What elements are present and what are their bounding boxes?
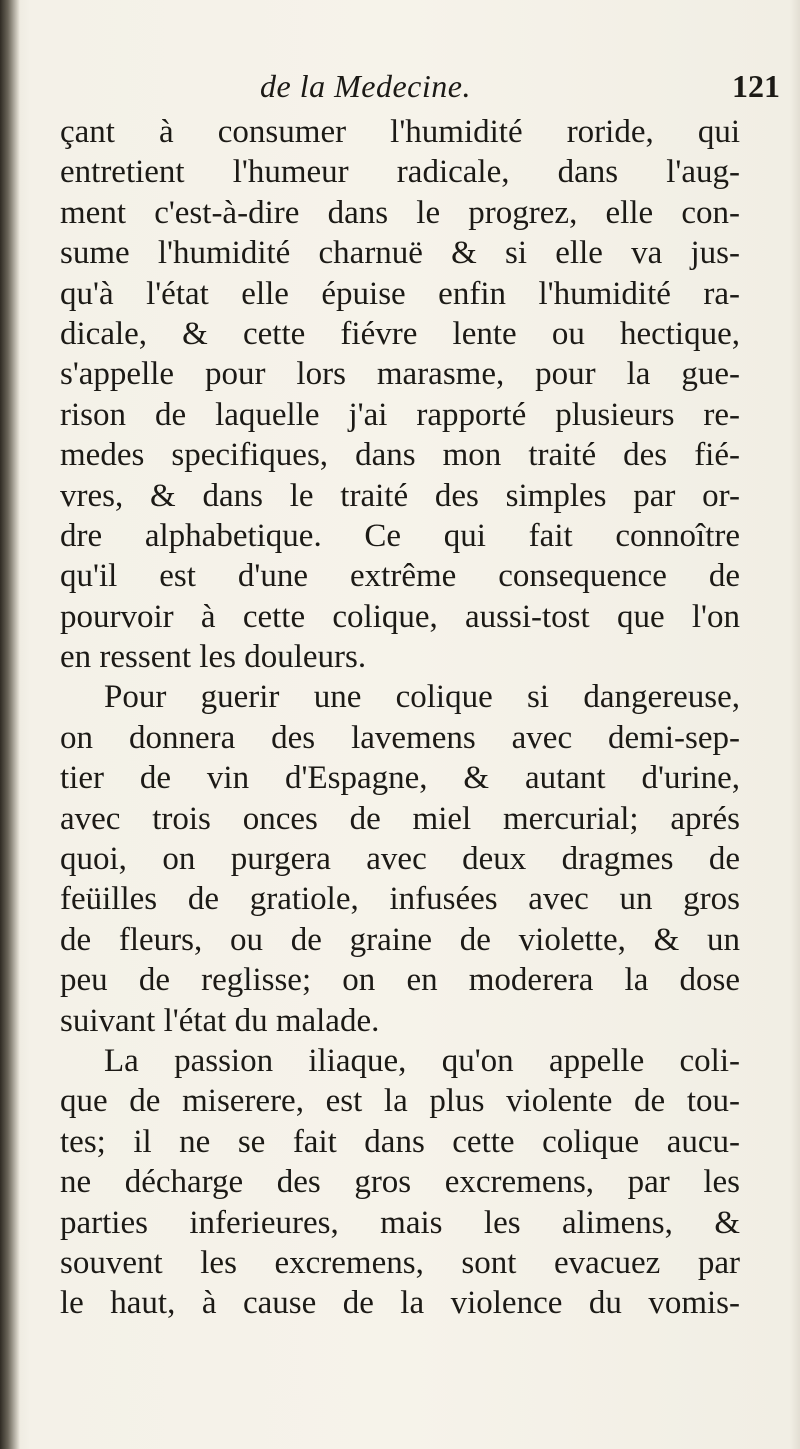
text-line: pourvoir à cette colique, aussi-tost que l'on [60, 598, 740, 635]
binding-gutter [0, 0, 20, 1449]
text-line: parties inferieures, mais les alimens, & [60, 1204, 740, 1241]
text-line: suivant l'état du malade. [60, 1002, 380, 1039]
body-text [60, 112, 740, 1324]
text-line: peu de reglisse; on en moderera la dose [60, 962, 740, 999]
text-line: qu'il est d'une extrême consequence de [60, 558, 740, 595]
text-line: le haut, à cause de la violence du vomis- [60, 1285, 740, 1322]
text-line: quoi, on purgera avec deux dragmes de [60, 841, 740, 878]
text-line: souvent les excremens, sont evacuez par [60, 1244, 740, 1281]
text-line: tier de vin d'Espagne, & autant d'urine, [60, 760, 740, 797]
text-line: avec trois onces de miel mercurial; aprés [60, 800, 740, 837]
text-line: çant à consumer l'humidité roride, qui [60, 114, 740, 150]
text-line: vres, & dans le traité des simples par or- [60, 477, 740, 514]
text-line: tes; il ne se fait dans cette colique aucu- [60, 1123, 740, 1160]
text-line: sume l'humidité charnuë & si elle va jus- [60, 235, 740, 272]
text-line: on donnera des lavemens avec demi-sep- [60, 719, 740, 756]
text-line: rison de laquelle j'ai rapporté plusieurs re- [60, 396, 740, 433]
paragraph-start-line: La passion iliaque, qu'on appelle coli- [104, 1042, 740, 1079]
text-line: medes specifiques, dans mon traité des fié- [60, 437, 740, 474]
text-line: qu'à l'état elle épuise enfin l'humidité ra- [60, 275, 740, 312]
text-line: en ressent les douleurs. [60, 639, 367, 676]
text-line: de fleurs, ou de graine de violette, & un [60, 921, 740, 958]
text-line: ment c'est-à-dire dans le progrez, elle con- [60, 194, 740, 231]
paragraph-start-line: Pour guerir une colique si dangereuse, [104, 679, 740, 716]
text-line: dicale, & cette fiévre lente ou hectique, [60, 315, 740, 352]
text-line: ne décharge des gros excremens, par les [60, 1164, 740, 1201]
page-header [60, 68, 780, 112]
text-line: dre alphabetique. Ce qui fait connoître [60, 517, 740, 554]
running-title: de la Medecine. [260, 68, 471, 104]
text-line: s'appelle pour lors marasme, pour la gue- [60, 356, 740, 393]
text-line: entretient l'humeur radicale, dans l'aug- [60, 154, 740, 191]
text-line: que de miserere, est la plus violente de tou- [60, 1083, 740, 1120]
text-line: feüilles de gratiole, infusées avec un gros [60, 881, 740, 918]
page-number: 121 [732, 68, 780, 104]
